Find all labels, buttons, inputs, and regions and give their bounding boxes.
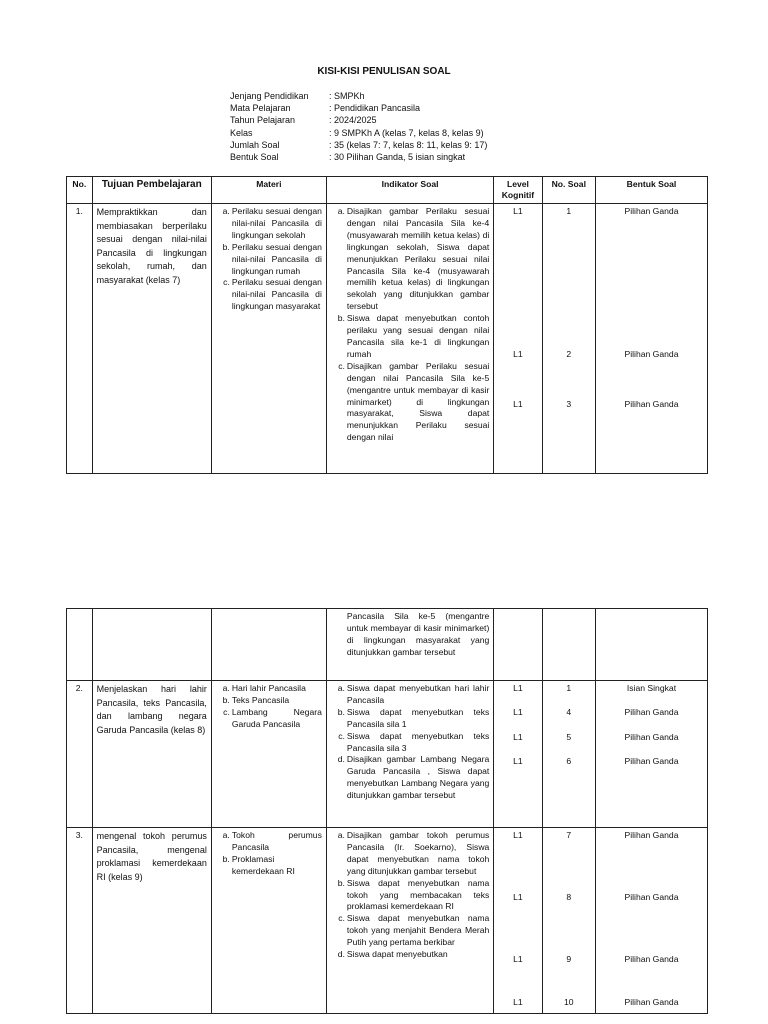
materi-cell bbox=[211, 609, 326, 681]
header-indikator: Indikator Soal bbox=[326, 177, 493, 204]
level-cell: L1 L1 L1 L1 bbox=[494, 681, 542, 828]
info-row bbox=[230, 114, 487, 126]
info-value: : 9 SMPKh A (kelas 7, kelas 8, kelas 9) bbox=[329, 127, 484, 138]
info-value: : SMPKh bbox=[329, 91, 365, 101]
info-label: Mata Pelajaran bbox=[230, 103, 291, 114]
list-item: b. Teks Pancasila bbox=[222, 694, 290, 705]
info-value: : 2024/2025 bbox=[329, 115, 377, 126]
tujuan-cell: Mempraktikkan dan membiasakan berperilaku sesuai dengan nilai-nilai Pancasila di lingkungan sekolah, rumah, dan masyarakat (kelas 7) bbox=[92, 204, 211, 474]
header-nosoal: No. Soal bbox=[542, 177, 595, 204]
list-item: c. Perilaku sesuai dengan nilai-nilai Pancasila di lingkungan masyarakat bbox=[223, 277, 322, 312]
tujuan-cell: mengenal tokoh perumus Pancasila, mengenal proklamasi kemerdekaan RI (kelas 9) bbox=[92, 828, 211, 1014]
kisi-table-page-2 bbox=[66, 608, 708, 1014]
materi-cell bbox=[211, 681, 326, 828]
list-item: b. Siswa dapat menyebutkan teks Pancasila sila 1 bbox=[337, 706, 490, 729]
indikator-cell bbox=[326, 204, 493, 474]
row-number bbox=[67, 609, 93, 681]
info-row bbox=[230, 151, 487, 163]
table-row bbox=[67, 828, 708, 1014]
bentuk-cell: Pilihan Ganda Pilihan Ganda Pilihan Ganda Pilihan Ganda bbox=[595, 828, 707, 1014]
indikator-cell bbox=[326, 609, 493, 681]
info-label: Tahun Pelajaran bbox=[230, 115, 296, 126]
kisi-table-page-1 bbox=[66, 176, 708, 474]
list-item: a. Hari lahir Pancasila bbox=[222, 683, 306, 693]
bentuk-cell: Isian Singkat Pilihan Ganda Pilihan Ganda Pilihan Ganda bbox=[595, 681, 707, 828]
info-row bbox=[230, 127, 487, 139]
info-label: Kelas bbox=[230, 127, 253, 138]
header-materi: Materi bbox=[211, 177, 326, 204]
materi-cell bbox=[211, 204, 326, 474]
list-item: a. Tokoh perumus Pancasila bbox=[222, 830, 322, 852]
level-cell: L1 L1 L1 bbox=[494, 204, 542, 474]
list-item: b. Siswa dapat menyebutkan nama tokoh yang membacakan teks proklamasi kemerdekaan RI bbox=[337, 877, 490, 912]
list-item: d. Disajikan gambar Lambang Negara Garuda Pancasila , Siswa dapat menyebutkan Lambang Negara yang ditunjukkan gambar tersebut bbox=[337, 754, 490, 801]
row-number: 2. bbox=[67, 681, 93, 828]
continuation-text: Pancasila Sila ke-5 (mengantre untuk membayar di kasir minimarket) di lingkungan masyarakat yang ditunjukkan gambar tersebut bbox=[346, 611, 490, 657]
level-cell bbox=[494, 609, 542, 681]
info-row bbox=[230, 139, 487, 151]
indikator-cell bbox=[326, 681, 493, 828]
nosoal-cell: 7 8 9 10 bbox=[542, 828, 595, 1014]
list-item: c. Siswa dapat menyebutkan nama tokoh yang menjahit Bendera Merah Putih yang pertama berkibar bbox=[338, 913, 490, 948]
table-header-row bbox=[67, 177, 708, 204]
list-item: a. Disajikan gambar tokoh perumus Pancasila (Ir. Soekarno), Siswa dapat menyebutkan nama tokoh yang ditunjukkan gambar tersebut bbox=[337, 830, 490, 876]
header-tujuan: Tujuan Pembelajaran bbox=[92, 177, 211, 204]
bentuk-cell: Pilihan Ganda Pilihan Ganda Pilihan Ganda bbox=[595, 204, 707, 474]
nosoal-cell: 1 4 5 6 bbox=[542, 681, 595, 828]
info-value: : 35 (kelas 7: 7, kelas 8: 11, kelas 9: 17) bbox=[329, 139, 488, 150]
row-number: 1. bbox=[67, 204, 93, 474]
list-item: c. Disajikan gambar Perilaku sesuai dengan nilai Pancasila Sila ke-5 (mengantre untuk membayar di kasir minimarket) di lingkungan masyarakat, Siswa dapat menunjukkan Perilaku sesuai dengan nilai bbox=[338, 360, 490, 443]
nosoal-cell: 1 2 3 bbox=[542, 204, 595, 474]
list-item: b. Perilaku sesuai dengan nilai-nilai Pancasila di lingkungan rumah bbox=[222, 241, 322, 276]
tujuan-cell: Menjelaskan hari lahir Pancasila, teks Pancasila, dan lambang negara Garuda Pancasila (kelas 8) bbox=[92, 681, 211, 828]
list-item: a. Perilaku sesuai dengan nilai-nilai Pancasila di lingkungan sekolah bbox=[222, 206, 322, 240]
list-item: a. Disajikan gambar Perilaku sesuai dengan nilai Pancasila Sila ke-4 (musyawarah memilih ketua kelas) di lingkungan sekolah, Siswa dapat menunjukkan Perilaku sesuai nilai Pancasila Sila ke-4 (musyawarah memilih ketua kelas) di lingkungan sekolah yang ditunjukkan gambar tersebut bbox=[337, 206, 490, 312]
row-number: 3. bbox=[67, 828, 93, 1014]
indikator-cell bbox=[326, 828, 493, 1014]
list-item: c. Siswa dapat menyebutkan teks Pancasila sila 3 bbox=[338, 730, 490, 753]
nosoal-cell bbox=[542, 609, 595, 681]
table-row bbox=[67, 204, 708, 474]
info-label: Jumlah Soal bbox=[230, 139, 280, 150]
materi-cell bbox=[211, 828, 326, 1014]
header-level: Level Kognitif bbox=[494, 177, 542, 204]
document-title: KISI-KISI PENULISAN SOAL bbox=[317, 66, 451, 77]
info-value: : Pendidikan Pancasila bbox=[329, 103, 421, 114]
header-no: No. bbox=[67, 177, 93, 204]
info-label: Bentuk Soal bbox=[230, 152, 279, 163]
list-item: c. Lambang Negara Garuda Pancasila bbox=[223, 706, 322, 729]
info-row bbox=[230, 90, 487, 102]
table-row bbox=[67, 609, 708, 681]
tujuan-cell bbox=[92, 609, 211, 681]
info-value: : 30 Pilihan Ganda, 5 isian singkat bbox=[329, 152, 466, 163]
document-info bbox=[230, 90, 487, 163]
header-bentuk: Bentuk Soal bbox=[595, 177, 707, 204]
info-row bbox=[230, 102, 487, 114]
list-item: b. Proklamasi kemerdekaan RI bbox=[222, 853, 295, 876]
table-row bbox=[67, 681, 708, 828]
list-item: d. Siswa dapat menyebutkan bbox=[337, 949, 448, 960]
level-cell: L1 L1 L1 L1 bbox=[494, 828, 542, 1014]
bentuk-cell bbox=[595, 609, 707, 681]
list-item: b. Siswa dapat menyebutkan contoh perilaku yang sesuai dengan nilai Pancasila sila ke-1 di lingkungan rumah bbox=[337, 313, 490, 359]
list-item: a. Siswa dapat menyebutkan hari lahir Pancasila bbox=[337, 683, 490, 705]
info-label: Jenjang Pendidikan bbox=[230, 91, 309, 101]
